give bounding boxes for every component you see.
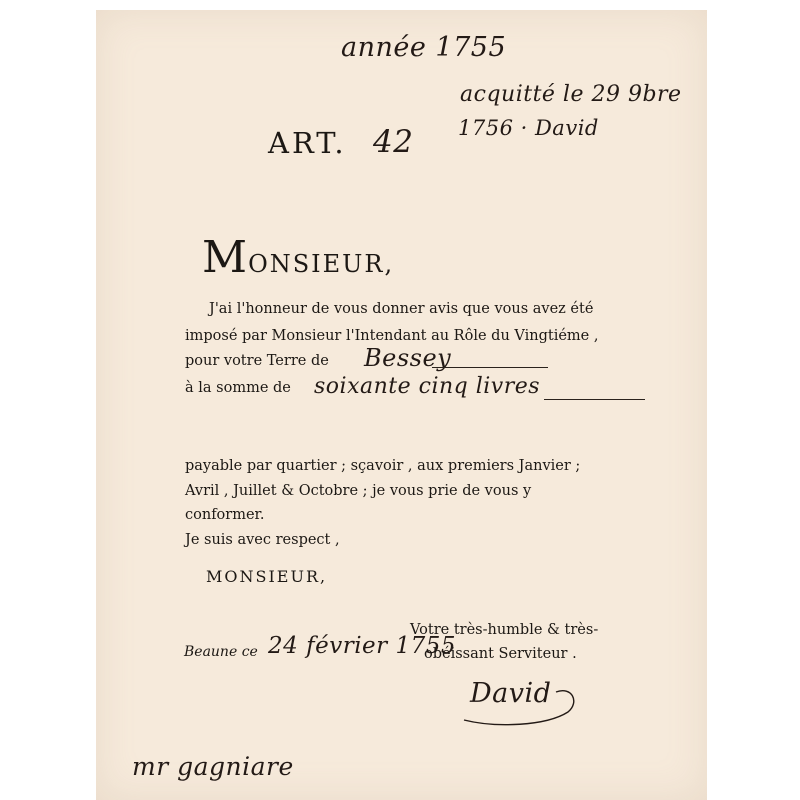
body-line-7: conformer. <box>185 507 265 523</box>
closing-line-1: Votre très-humble & très- <box>410 622 599 638</box>
body-line-5: payable par quartier ; sçavoir , aux premiers Janvier ; <box>185 458 581 474</box>
place-prefix: Beaune ce <box>184 644 258 660</box>
receipt-note-line2: 1756 · David <box>458 116 599 140</box>
closing-line-2: obéissant Serviteur . <box>424 646 577 662</box>
year-note: année 1755 <box>341 32 507 63</box>
body-line-4: à la somme de <box>185 380 291 396</box>
article-label: ART. <box>268 126 347 160</box>
amount: soixante cinq livres <box>314 374 541 399</box>
document-page <box>96 10 707 800</box>
article-number: 42 <box>373 124 414 160</box>
salutation <box>202 232 394 283</box>
salutation-rest: ONSIEUR, <box>248 250 395 278</box>
body-line-1: J'ai l'honneur de vous donner avis que vous avez été <box>209 301 594 317</box>
body-line-2: imposé par Monsieur l'Intendant au Rôle du Vingtiéme , <box>185 328 599 344</box>
amount-underline <box>544 399 645 400</box>
body-line-6: Avril , Juillet & Octobre ; je vous prie de vous y <box>185 483 532 499</box>
recipient-name: mr gagniare <box>132 752 294 781</box>
terre-underline <box>432 367 548 368</box>
terre-name: Bessey <box>364 344 452 372</box>
signature: David <box>470 678 552 709</box>
salutation-capital: M <box>202 232 249 283</box>
receipt-note-line1: acquitté le 29 9bre <box>460 82 682 107</box>
body-line-3: pour votre Terre de <box>185 353 329 369</box>
closing-salutation: MONSIEUR, <box>206 567 328 586</box>
letter-date: 24 février 1755 <box>268 633 456 659</box>
body-line-8: Je suis avec respect , <box>185 532 340 548</box>
signature-flourish <box>456 678 586 730</box>
